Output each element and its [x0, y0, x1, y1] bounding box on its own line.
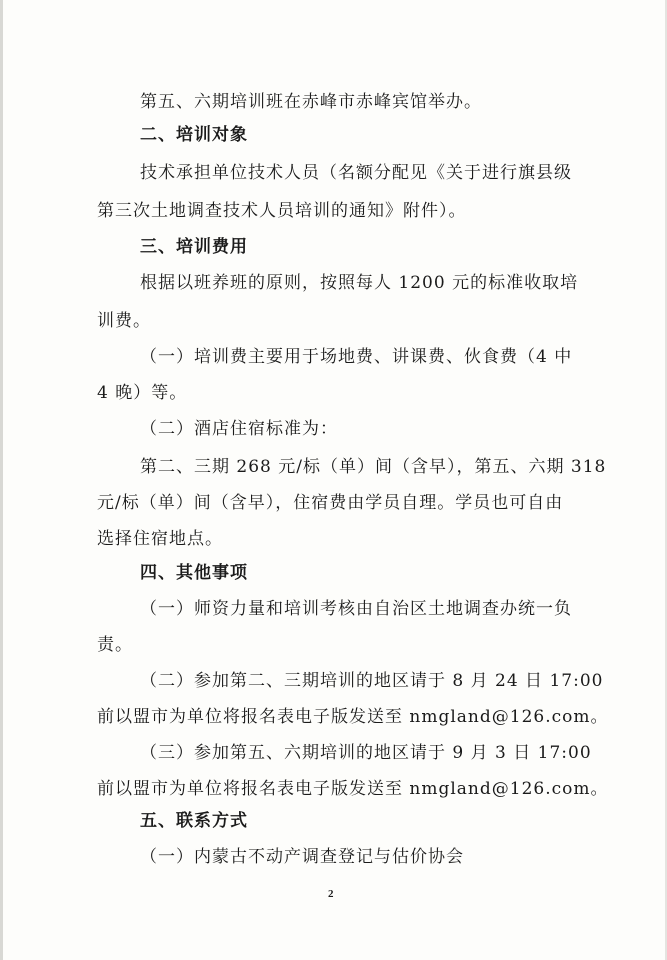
paragraph-line: 责。 [97, 635, 133, 655]
paragraph-line: （二）酒店住宿标准为： [140, 419, 338, 439]
paragraph-line: （一）内蒙古不动产调查登记与估价协会 [140, 847, 464, 867]
section-heading-other-matters: 四、其他事项 [140, 563, 248, 583]
paragraph-line: 根据以班养班的原则，按照每人 1200 元的标准收取培 [140, 273, 579, 293]
scan-edge [0, 0, 3, 960]
paragraph-line: 前以盟市为单位将报名表电子版发送至 nmgland@126.com。 [97, 779, 609, 799]
paragraph-line: 前以盟市为单位将报名表电子版发送至 nmgland@126.com。 [97, 707, 609, 727]
section-heading-training-targets: 二、培训对象 [140, 125, 248, 145]
paragraph-line: 训费。 [97, 311, 151, 331]
paragraph-line: （二）参加第二、三期培训的地区请于 8 月 24 日 17:00 [140, 671, 604, 691]
paragraph-line: 选择住宿地点。 [97, 529, 223, 549]
paragraph-line: 第三次土地调查技术人员培训的通知》附件）。 [97, 201, 467, 221]
paragraph-line: 4 晚）等。 [97, 383, 188, 403]
paragraph-line: 第五、六期培训班在赤峰市赤峰宾馆举办。 [140, 92, 482, 112]
paragraph-line: 第二、三期 268 元/标（单）间（含早），第五、六期 318 [140, 457, 607, 477]
paragraph-line: 元/标（单）间（含早），住宿费由学员自理。学员也可自由 [97, 493, 564, 513]
paragraph-line: （一）培训费主要用于场地费、讲课费、伙食费（4 中 [140, 347, 573, 367]
paragraph-line: 技术承担单位技术人员（名额分配见《关于进行旗县级 [140, 163, 572, 183]
paragraph-line: （三）参加第五、六期培训的地区请于 9 月 3 日 17:00 [140, 743, 592, 763]
section-heading-contact: 五、联系方式 [140, 811, 248, 831]
section-heading-training-fees: 三、培训费用 [140, 237, 248, 257]
paragraph-line: （一）师资力量和培训考核由自治区土地调查办统一负 [140, 599, 572, 619]
page-number: 2 [328, 888, 334, 900]
